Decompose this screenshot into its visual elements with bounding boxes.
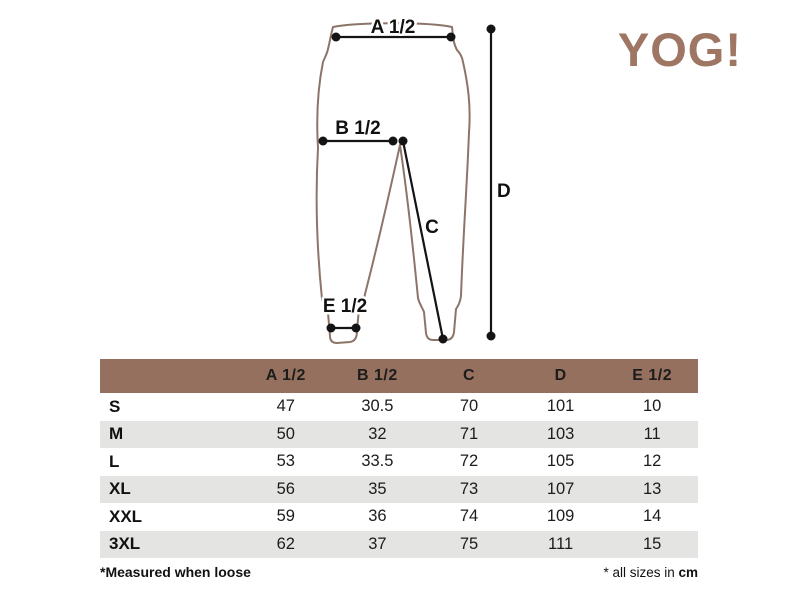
value-cell: 11: [643, 424, 661, 443]
table-row-xl: [100, 476, 698, 504]
value-cell: 30.5: [361, 397, 394, 416]
value-cell: 105: [546, 452, 575, 471]
header-cell-b: B 1/2: [357, 367, 398, 384]
size-cell: M: [109, 424, 124, 444]
size-cell: XL: [109, 479, 131, 499]
table-row-xxl: [100, 503, 698, 531]
value-cell: 107: [546, 479, 575, 498]
table-row-s: [100, 393, 698, 421]
header-cell-d: D: [554, 367, 567, 384]
value-cell: 75: [459, 534, 479, 553]
size-cell: S: [109, 396, 121, 416]
size-cell: L: [109, 451, 120, 471]
measurement-label-c: C: [425, 217, 439, 238]
measurement-dot: [399, 137, 408, 146]
value-cell: 62: [276, 534, 295, 553]
table-row-3xl: [100, 531, 698, 559]
value-cell: 47: [276, 397, 295, 416]
value-cell: 13: [643, 479, 662, 498]
measurement-dot: [352, 324, 361, 333]
measurement-dot: [439, 335, 448, 344]
value-cell: 56: [276, 479, 295, 498]
measurement-dot: [389, 137, 398, 146]
measurement-dot: [319, 137, 328, 146]
footnote-unit: cm: [678, 565, 698, 580]
measurement-dot: [447, 33, 456, 42]
value-cell: 71: [459, 424, 479, 443]
footnote-sizes-in-cm: [603, 565, 698, 580]
table-row-l: [100, 448, 698, 476]
value-cell: 72: [459, 452, 479, 471]
value-cell: 70: [459, 397, 479, 416]
value-cell: 15: [643, 534, 662, 553]
measurement-label-e: E 1/2: [322, 296, 368, 317]
value-cell: 74: [459, 507, 479, 526]
value-cell: 111: [548, 534, 574, 553]
measurement-label-b: B 1/2: [335, 118, 381, 139]
measurement-dot: [327, 324, 336, 333]
header-cell-c: C: [462, 367, 476, 384]
size-cell: 3XL: [109, 534, 141, 554]
header-cell-e: E 1/2: [632, 367, 673, 384]
value-cell: 12: [643, 452, 662, 471]
value-cell: 101: [546, 397, 575, 416]
footnote-prefix: * all sizes in: [603, 565, 679, 580]
value-cell: 50: [276, 424, 295, 443]
measurement-dot: [332, 33, 341, 42]
table-row-m: [100, 421, 698, 449]
measurement-dot: [487, 332, 496, 341]
value-cell: 36: [368, 507, 387, 526]
value-cell: 59: [276, 507, 295, 526]
value-cell: 32: [368, 424, 387, 443]
value-cell: 14: [643, 507, 662, 526]
value-cell: 73: [459, 479, 479, 498]
value-cell: 53: [276, 452, 295, 471]
size-cell: XXL: [109, 506, 143, 526]
measurement-label-d: D: [497, 181, 511, 202]
brand-logo: YOG!: [617, 23, 742, 76]
value-cell: 103: [546, 424, 575, 443]
header-cell-a: A 1/2: [265, 367, 306, 384]
value-cell: 33.5: [361, 452, 394, 471]
value-cell: 10: [643, 397, 662, 416]
measurement-dot: [487, 25, 496, 34]
value-cell: 109: [546, 507, 575, 526]
size-table: [100, 359, 698, 558]
value-cell: 35: [368, 479, 387, 498]
size-table-header-row: [100, 359, 698, 393]
footnote-measured-when-loose: *Measured when loose: [100, 564, 251, 580]
measurement-label-a: A 1/2: [370, 17, 416, 38]
value-cell: 37: [368, 534, 387, 553]
